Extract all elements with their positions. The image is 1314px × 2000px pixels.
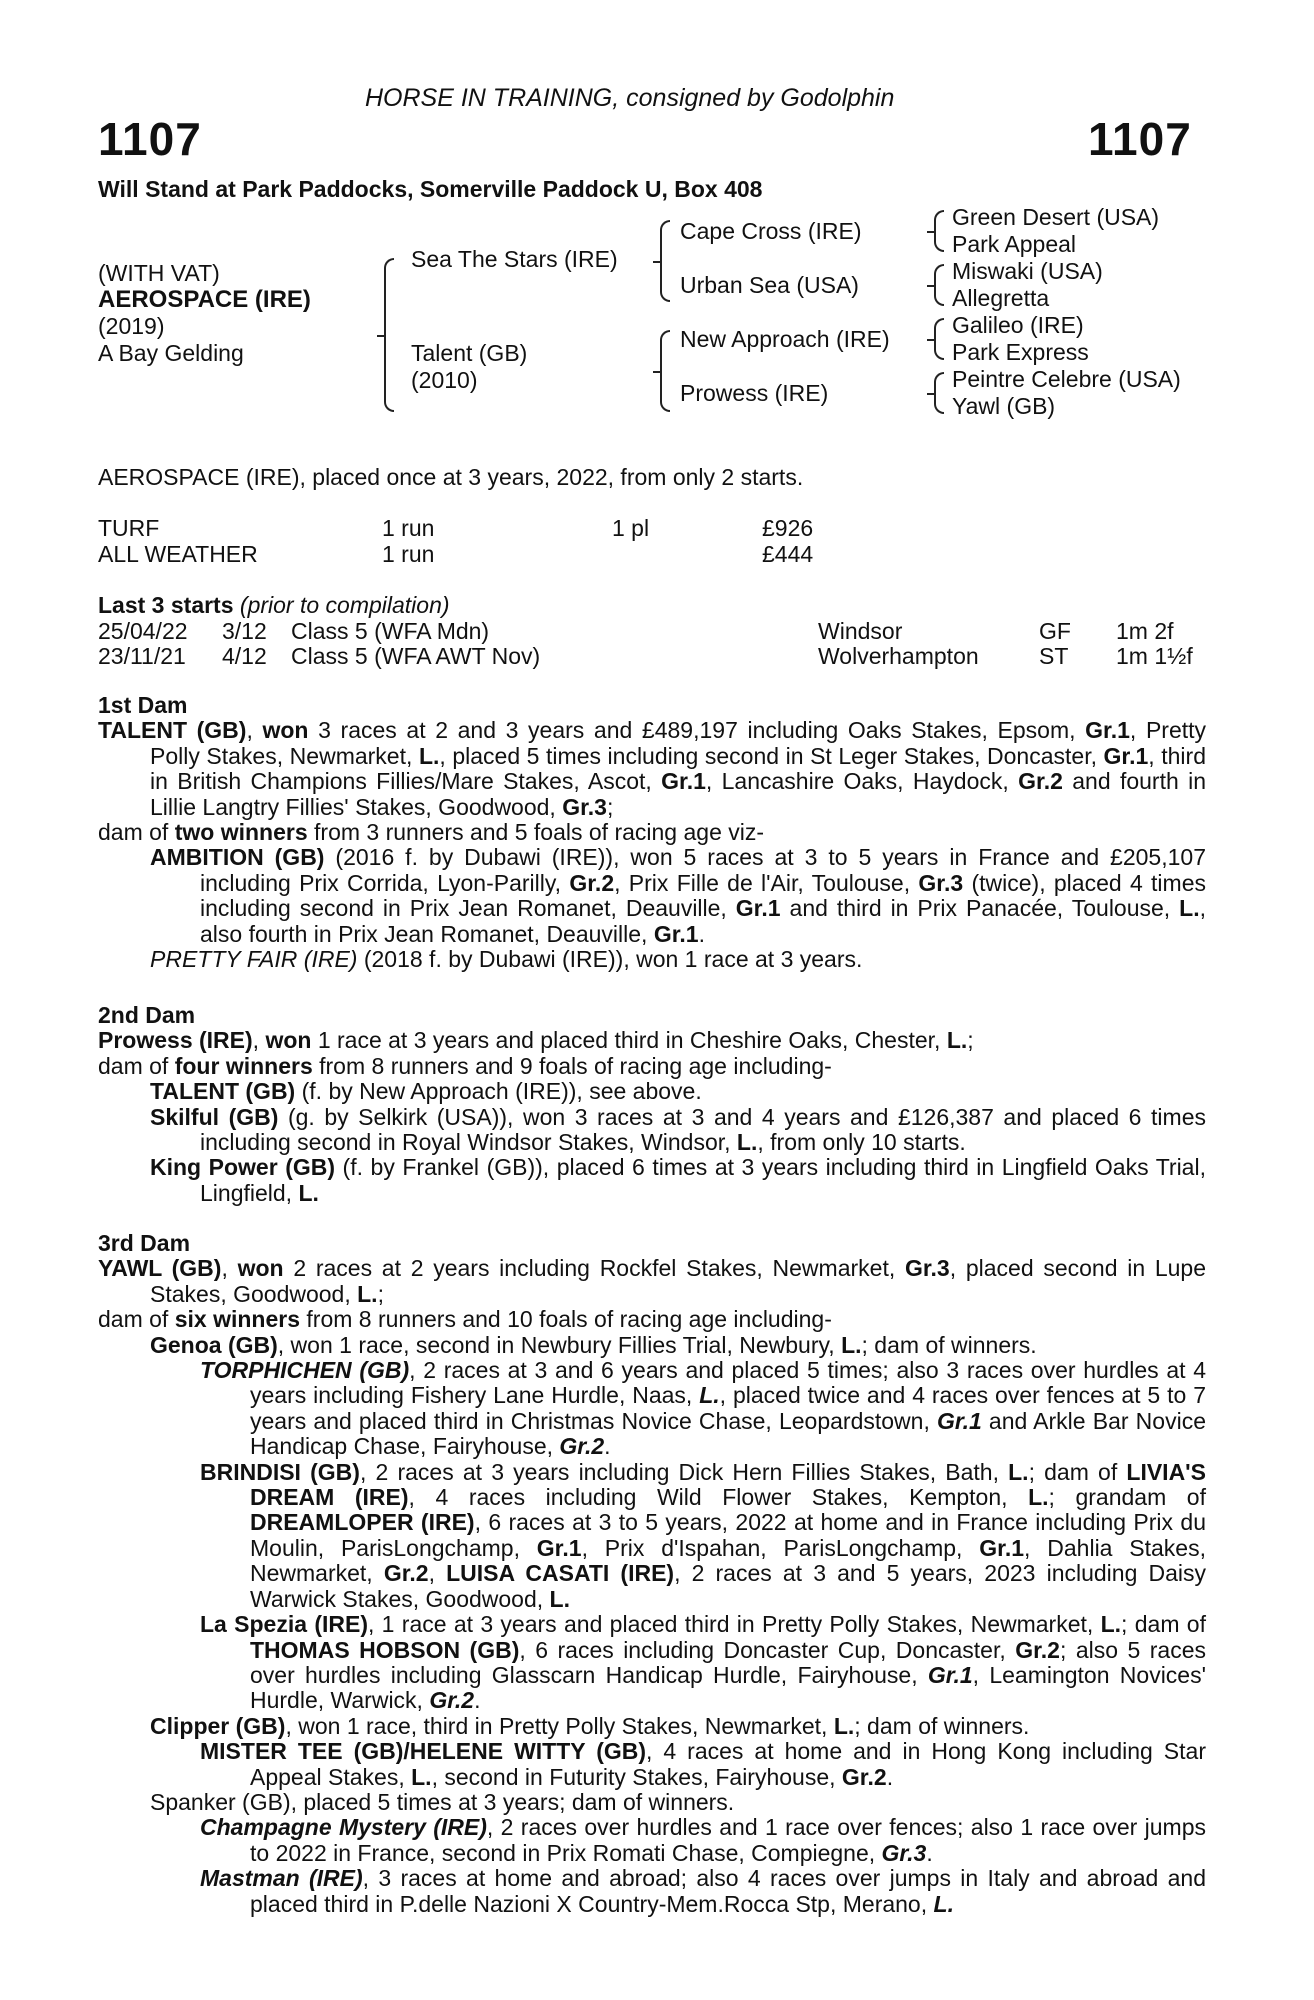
grandprogeny-entry: BRINDISI (GB), 2 races at 3 years including Dick Hern Fillies Stakes, Bath, L.; dam of LIVIA'S DREAM (IRE), 4 races including Wild Flower Stakes, Kempton, L.; grandam of DREAMLOPER (IRE), 6 races at 3 to 5 years, 2022 at home and in France including Prix du Moulin, ParisLongchamp, Gr.1, Prix d'Ispahan, ParisLongchamp, Gr.1, Dahlia Stakes, Newmarket, Gr.2, LUISA CASATI (IRE), 2 races at 3 and 5 years, 2023 including Daisy Warwick Stakes, Goodwood, L. (200, 1458, 1207, 1612)
vat-note: (WITH VAT) (98, 260, 220, 286)
great-grandparent-2: Park Appeal (952, 231, 1077, 257)
grandprogeny-entry: Mastman (IRE), 3 races at home and abroad; also 4 races over jumps in Italy and abroad and placed third in P.delle Nazioni X Country-Mem.Rocca Stp, Merano, L. (200, 1865, 1206, 1917)
first-dam-section (98, 693, 1206, 972)
grandprogeny-entry: La Spezia (IRE), 1 race at 3 years and placed third in Pretty Polly Stakes, Newmarket, L.; dam of THOMAS HOBSON (GB), 6 races including Doncaster Cup, Doncaster, Gr.2; also 5 races over hurdles including Glasscarn Handicap Hurdle, Fairyhouse, Gr.1, Leamington Novices' Hurdle, Warwick, Gr.2. (200, 1611, 1207, 1714)
progeny-entry: Skilful (GB) (g. by Selkirk (USA)), won 3 races at 3 and 4 years and £126,387 and placed 6 times including second in Royal Windsor Stakes, Windsor, L., from only 10 starts. (150, 1103, 1206, 1156)
start-course: Wolverhampton (818, 643, 979, 669)
record-placed: 1 pl (612, 515, 650, 541)
stabling-location: Will Stand at Park Paddocks, Somerville Paddock U, Box 408 (98, 176, 763, 202)
record-surface: ALL WEATHER (98, 541, 258, 567)
third-dam-section (98, 1231, 1206, 1917)
great-grandparent-1: Green Desert (USA) (952, 204, 1160, 230)
horse-description: A Bay Gelding (98, 340, 244, 366)
record-runs: 1 run (382, 515, 435, 541)
record-earnings: £926 (762, 515, 814, 541)
great-grandparent-6: Park Express (952, 339, 1089, 365)
start-position: 4/12 (222, 643, 267, 669)
section-heading: 1st Dam (98, 692, 188, 718)
start-race: Class 5 (WFA Mdn) (291, 618, 490, 644)
dam-year: (2010) (411, 367, 478, 393)
progeny-entry: PRETTY FAIR (IRE) (2018 f. by Dubawi (IRE)), won 1 race at 3 years. (150, 946, 863, 973)
progeny-entry: TALENT (GB) (f. by New Approach (IRE)), see above. (150, 1078, 702, 1105)
start-race: Class 5 (WFA AWT Nov) (291, 643, 541, 669)
start-going: ST (1039, 643, 1069, 669)
grandsire-1: Cape Cross (IRE) (680, 218, 862, 244)
last-starts-title: Last 3 starts (98, 592, 234, 618)
grandprogeny-entry: TORPHICHEN (GB), 2 races at 3 and 6 years and placed 5 times; also 3 races over hurdles at 4 years including Fishery Lane Hurdle, Naas, L., placed twice and 4 races over fences at 5 to 7 years and placed third in Christmas Novice Chase, Leopardstown, Gr.1 and Arkle Bar Novice Handicap Chase, Fairyhouse, Gr.2. (200, 1357, 1206, 1460)
grandprogeny-entry: MISTER TEE (GB)/HELENE WITTY (GB), 4 races at home and in Hong Kong including Star Appeal Stakes, L., second in Futurity Stakes, Fairyhouse, Gr.2. (200, 1738, 1206, 1790)
horse-year: (2019) (98, 313, 165, 339)
race-summary: AEROSPACE (IRE), placed once at 3 years, 2022, from only 2 starts. (98, 464, 804, 490)
sire: Sea The Stars (IRE) (411, 246, 618, 272)
lot-number-right: 1107 (1088, 113, 1192, 165)
brace-ggd-1 (934, 318, 944, 360)
start-distance: 1m 1½f (1116, 643, 1193, 669)
horse-name: AEROSPACE (IRE) (98, 286, 311, 313)
catalogue-title: HORSE IN TRAINING, consigned by Godolphin (365, 84, 895, 112)
dam-entry: TALENT (GB), won 3 races at 2 and 3 years and £489,197 including Oaks Stakes, Epsom, Gr.1, Pretty Polly Stakes, Newmarket, L., placed 5 times including second in St Leger Stakes, Doncaster, Gr.1, third in British Champions Fillies/Mare Stakes, Ascot, Gr.1, Lancashire Oaks, Haydock, Gr.2 and fourth in Lillie Langtry Fillies' Stakes, Goodwood, Gr.3; (98, 717, 1207, 820)
dam-produce-summary: dam of four winners from 8 runners and 9 foals of racing age including- (98, 1052, 832, 1079)
granddam-2: Prowess (IRE) (680, 380, 829, 406)
grandsire-2: New Approach (IRE) (680, 326, 890, 352)
granddam-1: Urban Sea (USA) (680, 272, 859, 298)
progeny-entry: King Power (GB) (f. by Frankel (GB)), placed 6 times at 3 years including third in Lingfield Oaks Trial, Lingfield, L. (150, 1154, 1206, 1206)
progeny-entry: AMBITION (GB) (2016 f. by Dubawi (IRE)), won 5 races at 3 to 5 years in France and £205,107 including Prix Corrida, Lyon-Parilly, Gr.2, Prix Fille de l'Air, Toulouse, Gr.3 (twice), placed 4 times including second in Prix Jean Romanet, Deauville, Gr.1 and third in Prix Panacée, Toulouse, L., also fourth in Prix Jean Romanet, Deauville, Gr.1. (150, 844, 1207, 947)
brace-sire-dam (384, 258, 394, 412)
brace-dam-parents (660, 330, 670, 412)
last-starts-note: (prior to compilation) (239, 592, 450, 618)
brace-sire-parents (660, 220, 670, 302)
section-heading: 2nd Dam (98, 1002, 196, 1028)
great-grandparent-4: Allegretta (952, 285, 1050, 311)
start-date: 25/04/22 (98, 618, 188, 644)
great-grandparent-8: Yawl (GB) (952, 393, 1056, 419)
section-heading: 3rd Dam (98, 1230, 191, 1256)
brace-ggs-2 (934, 264, 944, 306)
progeny-entry: Spanker (GB), placed 5 times at 3 years; dam of winners. (150, 1788, 735, 1815)
last-starts-heading (98, 592, 450, 619)
record-surface: TURF (98, 515, 160, 541)
brace-ggs-1 (934, 210, 944, 252)
dam-entry: Prowess (IRE), won 1 race at 3 years and placed third in Cheshire Oaks, Chester, L.; (98, 1027, 974, 1054)
start-going: GF (1039, 618, 1071, 644)
start-position: 3/12 (222, 618, 267, 644)
record-earnings: £444 (762, 541, 814, 567)
great-grandparent-3: Miswaki (USA) (952, 258, 1103, 284)
dam: Talent (GB) (411, 340, 528, 366)
progeny-entry: Genoa (GB), won 1 race, second in Newbury Fillies Trial, Newbury, L.; dam of winners. (150, 1331, 1037, 1358)
start-date: 23/11/21 (98, 643, 186, 669)
great-grandparent-7: Peintre Celebre (USA) (952, 366, 1181, 392)
dam-produce-summary: dam of six winners from 8 runners and 10 foals of racing age including- (98, 1306, 832, 1333)
brace-ggd-2 (934, 372, 944, 414)
grandprogeny-entry: Champagne Mystery (IRE), 2 races over hurdles and 1 race over fences; also 1 race over jumps to 2022 in France, second in Prix Romati Chase, Compiegne, Gr.3. (200, 1814, 1206, 1866)
progeny-entry: Clipper (GB), won 1 race, third in Pretty Polly Stakes, Newmarket, L.; dam of winners. (150, 1712, 1030, 1739)
dam-entry: YAWL (GB), won 2 races at 2 years including Rockfel Stakes, Newmarket, Gr.3, placed second in Lupe Stakes, Goodwood, L.; (98, 1255, 1207, 1307)
second-dam-section (98, 1003, 1206, 1206)
start-distance: 1m 2f (1116, 618, 1174, 644)
dam-produce-summary: dam of two winners from 3 runners and 5 foals of racing age viz- (98, 819, 765, 846)
record-runs: 1 run (382, 541, 435, 567)
lot-number-left: 1107 (98, 113, 202, 165)
great-grandparent-5: Galileo (IRE) (952, 312, 1084, 338)
start-course: Windsor (818, 618, 903, 644)
